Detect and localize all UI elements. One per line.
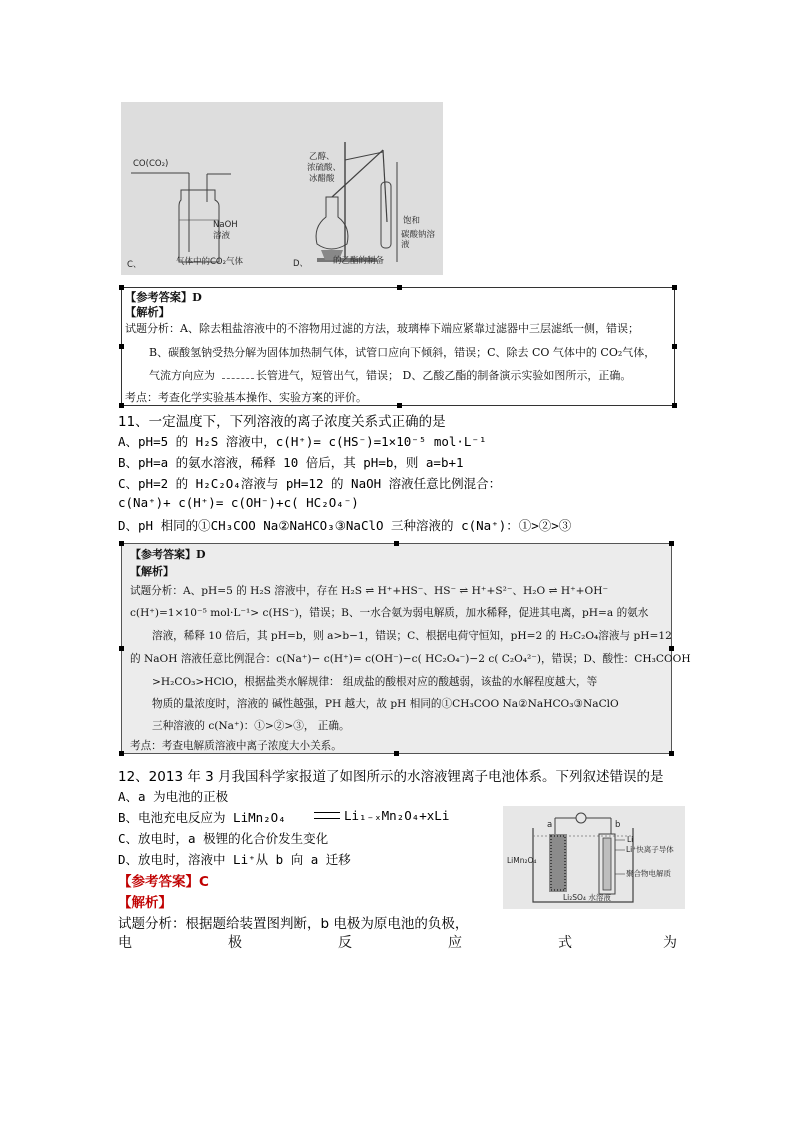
spread-char-4: 应 (448, 935, 462, 951)
sodium-carbonate-label: 碳酸钠溶液 (401, 230, 436, 251)
q12-option-a: A、a 为电池的正极 (118, 789, 229, 804)
sulfuric-acid-label: 浓硫酸、 (307, 163, 342, 173)
analysis-2-line-3: 溶液，稀释 10 倍后，其 pH=b，则 a>b−1，错误；C、根据电荷守恒知，pH=2 的 H₂C₂O₄溶液与 pH=12 (152, 630, 672, 642)
terminal-b-label: b (615, 820, 621, 830)
answer-1-label: 【参考答案】D (125, 290, 202, 304)
spread-char-3: 反 (338, 935, 352, 951)
q11-option-a: A、pH=5 的 H₂S 溶液中，c(H⁺)= c(HS⁻)=1×10⁻⁵ mol·L⁻¹ (118, 434, 487, 449)
battery-figure (503, 806, 685, 909)
acetic-acid-label: 冰醋酸 (309, 174, 335, 184)
gas-label: CO(CO₂) (133, 159, 169, 169)
q11-option-c: C、pH=2 的 H₂C₂O₄溶液与 pH=12 的 NaOH 溶液任意比例混合： (118, 476, 502, 491)
spread-char-5: 式 (558, 935, 572, 951)
squiggle-underline (222, 378, 254, 379)
q11-option-d: D、pH 相同的①CH₃COO Na②NaHCO₃③NaClO 三种溶液的 c(Na⁺)：①>②>③ (118, 518, 572, 533)
q12-option-b-suffix: Li₁₋ₓMn₂O₄+xLi (344, 808, 450, 823)
solution-label: 溶液 (213, 231, 231, 241)
saturated-label: 饱和 (403, 216, 421, 226)
analysis-1-point: 考点：考查化学实验基本操作、实验方案的评价。 (125, 391, 367, 404)
analysis-2-line-4: 的 NaOH 溶液任意比例混合：c(Na⁺)− c(H⁺)= c(OH⁻)−c( HC₂O₄⁻)−2 c( C₂O₄²⁻)，错误；D、酸性：CH₃COOH (130, 653, 691, 665)
analysis-2-line-6: 物质的量浓度时，溶液的 碱性越强，PH 越大，故 pH 相同的①CH₃COO Na②NaHCO₃③NaClO (152, 698, 619, 710)
q12-stem: 12、2013 年 3 月我国科学家报道了如图所示的水溶液锂离子电池体系。下列叙述错误的是 (118, 769, 664, 785)
spread-char-2: 极 (228, 935, 242, 951)
naoh-label: NaOH (213, 220, 238, 230)
q12-option-b-prefix: B、电池充电反应为 LiMn₂O₄ (118, 810, 286, 825)
ethanol-label: 乙醇、 (309, 152, 335, 162)
analysis-1-line-2: B、碳酸氢钠受热分解为固体加热制气体，试管口应向下倾斜，错误；C、除去 CO 气体中的 CO₂气体， (149, 346, 656, 359)
q12-analysis-label: 【解析】 (118, 895, 172, 911)
caption-d-letter: D、 (293, 259, 309, 269)
q12-option-d: D、放电时，溶液中 Li⁺从 b 向 a 迁移 (118, 852, 351, 867)
spread-char-1: 电 (118, 935, 132, 951)
q12-option-c: C、放电时，a 极锂的化合价发生变化 (118, 831, 329, 846)
q11-option-c-formula: c(Na⁺)+ c(H⁺)= c(OH⁻)+c( HC₂O₄⁻) (118, 495, 359, 510)
analysis-2-line-1: 试题分析：A、pH=5 的 H₂S 溶液中，存在 H₂S ⇌ H⁺+HS⁻、HS⁻ ⇌ H⁺+S²⁻、H₂O ⇌ H⁺+OH⁻ (130, 585, 609, 597)
caption-d-text: 的乙酯的制备 (333, 256, 385, 266)
apparatus-drawing (121, 102, 443, 275)
analysis-1-line-3b: 长管进气，短管出气，错误； D、乙酸乙酯的制备演示实验如图所示，正确。 (256, 369, 632, 382)
answer-2-label: 【参考答案】D (130, 548, 206, 561)
q12-answer: 【参考答案】C (118, 874, 209, 890)
analysis-2-line-7: 三种溶液的 c(Na⁺)：①>②>③， 正确。 (152, 720, 350, 732)
analysis-1-line-1: 试题分析：A、除去粗盐溶液中的不溶物用过滤的方法，玻璃棒下端应紧靠过滤器中三层滤纸一侧，错误； (125, 322, 639, 335)
q11-option-b: B、pH=a 的氨水溶液，稀释 10 倍后，其 pH=b，则 a=b+1 (118, 455, 464, 470)
q11-stem: 11、一定温度下，下列溶液的离子浓度关系式正确的是 (118, 414, 446, 430)
conductor-label: Li⁺快离子导体 (626, 845, 674, 854)
analysis-2-line-2: c(H⁺)=1×10⁻⁵ mol·L⁻¹> c(HS⁻)，错误；B、一水合氨为弱电解质，加水稀释，促进其电离，pH=a 的氨水 (130, 607, 649, 619)
terminal-a-label: a (547, 820, 553, 830)
apparatus-figure (121, 102, 443, 275)
solution-label-battery: Li₂SO₄ 水溶液 (563, 893, 611, 902)
q12-analysis-text: 试题分析：根据题给装置图判断，b 电极为原电池的负极， (118, 916, 469, 932)
polymer-label: 聚合物电解质 (626, 869, 671, 878)
reaction-equals-sign (314, 812, 340, 819)
spread-char-6: 为 (663, 935, 677, 951)
li-label: Li (627, 835, 634, 844)
caption-c-text: 气体中的CO₂气体 (176, 257, 244, 267)
analysis-2-label: 【解析】 (130, 565, 174, 578)
analysis-1-line-3a: 气流方向应为 (149, 369, 215, 382)
analysis-2-point: 考点：考查电解质溶液中离子浓度大小关系。 (130, 740, 342, 752)
analysis-1-label: 【解析】 (125, 305, 170, 319)
analysis-2-line-5: >H₂CO₃>HClO，根据盐类水解规律： 组成盐的酸根对应的酸越弱，该盐的水解程度越大，等 (152, 676, 598, 688)
electrode-left-label: LiMn₂O₄ (507, 856, 537, 865)
caption-c-letter: C、 (127, 260, 142, 270)
